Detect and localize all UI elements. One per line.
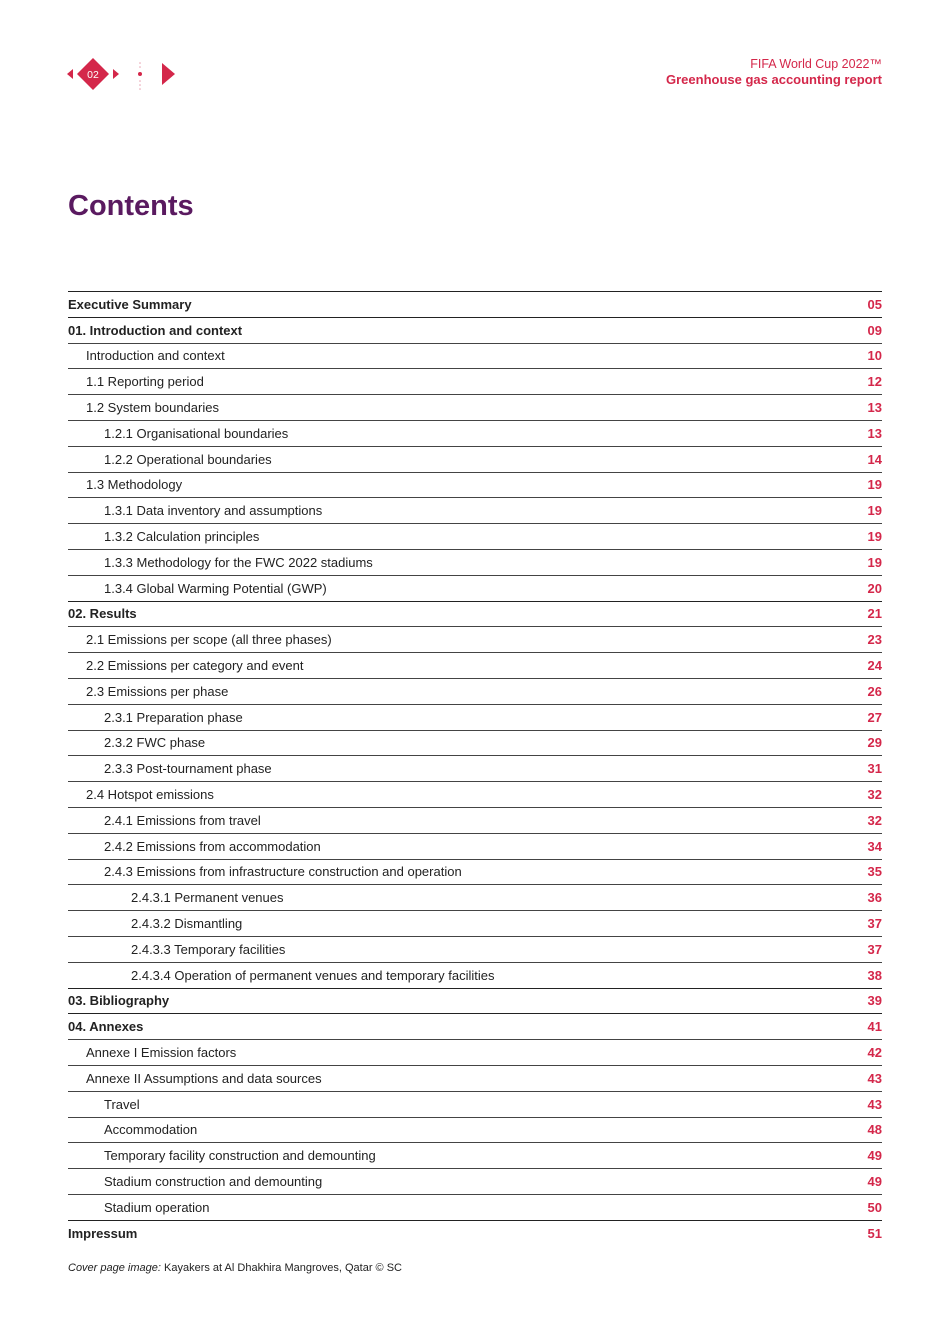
dotted-divider bbox=[138, 62, 142, 90]
toc-entry-page: 36 bbox=[867, 890, 882, 906]
footnote-text: Kayakers at Al Dhakhira Mangroves, Qatar © SC bbox=[164, 1262, 402, 1274]
toc-entry-page: 10 bbox=[867, 348, 882, 364]
toc-entry-page: 13 bbox=[867, 425, 882, 441]
toc-entry-page: 48 bbox=[867, 1122, 882, 1138]
toc-entry[interactable] bbox=[68, 910, 882, 936]
header-event-title: FIFA World Cup 2022™ bbox=[750, 57, 882, 71]
toc-entry-label: 1.3.3 Methodology for the FWC 2022 stadiums bbox=[104, 554, 373, 570]
toc-entry[interactable] bbox=[68, 884, 882, 910]
toc-entry[interactable] bbox=[68, 1168, 882, 1194]
header-report-title: Greenhouse gas accounting report bbox=[666, 72, 882, 87]
toc-entry[interactable] bbox=[68, 317, 882, 343]
table-of-contents bbox=[68, 291, 882, 1245]
toc-entry-label: Introduction and context bbox=[86, 348, 225, 364]
toc-entry[interactable] bbox=[68, 1117, 882, 1143]
toc-entry-page: 14 bbox=[867, 451, 882, 467]
toc-entry-label: 2.3 Emissions per phase bbox=[86, 683, 229, 699]
toc-entry-label: Impressum bbox=[68, 1225, 138, 1241]
toc-entry[interactable] bbox=[68, 988, 882, 1014]
toc-entry[interactable] bbox=[68, 497, 882, 523]
toc-entry-page: 09 bbox=[867, 322, 882, 338]
toc-entry-label: Annexe I Emission factors bbox=[86, 1045, 237, 1060]
toc-entry[interactable] bbox=[68, 962, 882, 988]
toc-entry-page: 21 bbox=[867, 606, 882, 622]
toc-entry-page: 43 bbox=[867, 1096, 882, 1112]
toc-entry-page: 37 bbox=[867, 916, 882, 932]
toc-entry[interactable] bbox=[68, 626, 882, 652]
toc-entry-label: 2.3.1 Preparation phase bbox=[104, 709, 243, 725]
page-number: 02 bbox=[87, 69, 99, 81]
toc-entry[interactable] bbox=[68, 704, 882, 730]
cover-image-credit bbox=[68, 1262, 402, 1274]
toc-entry-label: 2.4.3 Emissions from infrastructure construction and operation bbox=[104, 864, 462, 880]
toc-entry[interactable] bbox=[68, 859, 882, 885]
toc-entry[interactable] bbox=[68, 420, 882, 446]
toc-entry[interactable] bbox=[68, 472, 882, 498]
toc-entry-label: Travel bbox=[104, 1096, 140, 1112]
toc-entry[interactable] bbox=[68, 446, 882, 472]
toc-entry-page: 12 bbox=[867, 374, 882, 390]
toc-entry[interactable] bbox=[68, 523, 882, 549]
page-nav-widget bbox=[64, 55, 184, 93]
toc-entry-page: 37 bbox=[867, 941, 882, 957]
toc-entry-label: 1.2.1 Organisational boundaries bbox=[104, 425, 289, 441]
toc-entry-label: 02. Results bbox=[68, 606, 137, 622]
caret-right-icon[interactable] bbox=[113, 69, 119, 79]
toc-entry[interactable] bbox=[68, 755, 882, 781]
toc-entry-label: 1.3.4 Global Warming Potential (GWP) bbox=[104, 580, 327, 596]
toc-entry[interactable] bbox=[68, 781, 882, 807]
toc-entry-page: 31 bbox=[867, 761, 882, 777]
toc-entry-label: 2.4.3.3 Temporary facilities bbox=[131, 941, 286, 957]
toc-entry-page: 35 bbox=[867, 864, 882, 880]
toc-entry[interactable] bbox=[68, 601, 882, 627]
play-forward-icon[interactable] bbox=[162, 63, 175, 85]
toc-entry-label: 2.4.3.1 Permanent venues bbox=[131, 890, 284, 906]
toc-entry-label: Executive Summary bbox=[68, 296, 192, 312]
toc-entry-label: 2.2 Emissions per category and event bbox=[86, 658, 304, 674]
toc-entry[interactable] bbox=[68, 394, 882, 420]
toc-entry-label: 2.1 Emissions per scope (all three phases) bbox=[86, 632, 332, 648]
toc-entry-page: 49 bbox=[867, 1173, 882, 1189]
toc-entry[interactable] bbox=[68, 575, 882, 601]
toc-entry-label: 2.4.3.4 Operation of permanent venues and temporary facilities bbox=[131, 967, 495, 983]
toc-entry[interactable] bbox=[68, 652, 882, 678]
page-number-badge bbox=[77, 58, 109, 90]
toc-entry[interactable] bbox=[68, 368, 882, 394]
toc-entry-page: 50 bbox=[867, 1199, 882, 1215]
toc-entry[interactable] bbox=[68, 678, 882, 704]
toc-entry-page: 39 bbox=[867, 993, 882, 1009]
toc-entry-label: 03. Bibliography bbox=[68, 993, 170, 1009]
toc-entry-label: 1.2.2 Operational boundaries bbox=[104, 451, 272, 467]
toc-entry-page: 32 bbox=[867, 812, 882, 828]
toc-entry[interactable] bbox=[68, 936, 882, 962]
toc-entry-page: 20 bbox=[867, 580, 882, 596]
toc-entry-page: 29 bbox=[867, 735, 882, 751]
toc-entry[interactable] bbox=[68, 833, 882, 859]
toc-entry-label: Stadium construction and demounting bbox=[104, 1173, 323, 1189]
toc-entry-page: 24 bbox=[867, 658, 882, 674]
toc-entry-label: 1.3.2 Calculation principles bbox=[104, 529, 260, 545]
toc-entry-page: 38 bbox=[867, 967, 882, 983]
toc-entry-page: 05 bbox=[867, 296, 882, 312]
toc-entry-page: 43 bbox=[867, 1070, 882, 1086]
toc-entry-label: 1.2 System boundaries bbox=[86, 400, 219, 416]
toc-entry-label: 04. Annexes bbox=[68, 1019, 144, 1035]
toc-entry-page: 49 bbox=[867, 1148, 882, 1164]
toc-entry-page: 19 bbox=[867, 529, 882, 545]
toc-entry-label: 1.1 Reporting period bbox=[86, 374, 204, 390]
toc-entry[interactable] bbox=[68, 1220, 882, 1246]
toc-entry-label: 2.4.2 Emissions from accommodation bbox=[104, 838, 321, 854]
toc-entry-page: 51 bbox=[867, 1225, 882, 1241]
toc-entry-label: 1.3 Methodology bbox=[86, 477, 183, 493]
toc-entry-label: 1.3.1 Data inventory and assumptions bbox=[104, 503, 323, 519]
toc-entry-page: 19 bbox=[867, 503, 882, 519]
toc-entry-page: 13 bbox=[867, 400, 882, 416]
toc-entry[interactable] bbox=[68, 1039, 882, 1065]
toc-entry-page: 26 bbox=[867, 683, 882, 699]
toc-entry-label: Accommodation bbox=[104, 1122, 198, 1138]
toc-entry-label: Temporary facility construction and demounting bbox=[104, 1148, 376, 1164]
toc-entry[interactable] bbox=[68, 1013, 882, 1039]
report-header bbox=[666, 57, 882, 88]
toc-entry-label: 2.4.1 Emissions from travel bbox=[104, 812, 261, 828]
toc-entry-label: 2.4 Hotspot emissions bbox=[86, 787, 214, 803]
toc-entry-page: 27 bbox=[867, 709, 882, 725]
toc-entry[interactable] bbox=[68, 1065, 882, 1091]
footnote-label: Cover page image: bbox=[68, 1262, 161, 1274]
toc-entry[interactable] bbox=[68, 291, 882, 317]
page-navigation bbox=[64, 55, 184, 93]
toc-entry-label: 2.3.2 FWC phase bbox=[104, 735, 206, 751]
toc-entry-label: Stadium operation bbox=[104, 1199, 210, 1215]
page-title: Contents bbox=[68, 190, 194, 222]
toc-entry-page: 41 bbox=[867, 1019, 882, 1035]
toc-entry-page: 19 bbox=[867, 554, 882, 570]
toc-entry-label: 01. Introduction and context bbox=[68, 322, 243, 338]
toc-entry[interactable] bbox=[68, 1142, 882, 1168]
toc-entry[interactable] bbox=[68, 1194, 882, 1220]
toc-entry[interactable] bbox=[68, 549, 882, 575]
toc-entry[interactable] bbox=[68, 1091, 882, 1117]
toc-entry-page: 34 bbox=[867, 838, 882, 854]
toc-entry[interactable] bbox=[68, 730, 882, 756]
toc-entry-label: 2.3.3 Post-tournament phase bbox=[104, 761, 272, 777]
toc-entry-page: 32 bbox=[867, 787, 882, 803]
toc-entry-label: Annexe II Assumptions and data sources bbox=[86, 1070, 322, 1086]
toc-entry[interactable] bbox=[68, 807, 882, 833]
toc-entry-label: 2.4.3.2 Dismantling bbox=[131, 916, 243, 932]
toc-entry[interactable] bbox=[68, 343, 882, 369]
toc-entry-page: 42 bbox=[867, 1045, 882, 1060]
toc-entry-page: 23 bbox=[867, 632, 882, 648]
caret-left-icon[interactable] bbox=[67, 69, 73, 79]
toc-entry-page: 19 bbox=[867, 477, 882, 493]
